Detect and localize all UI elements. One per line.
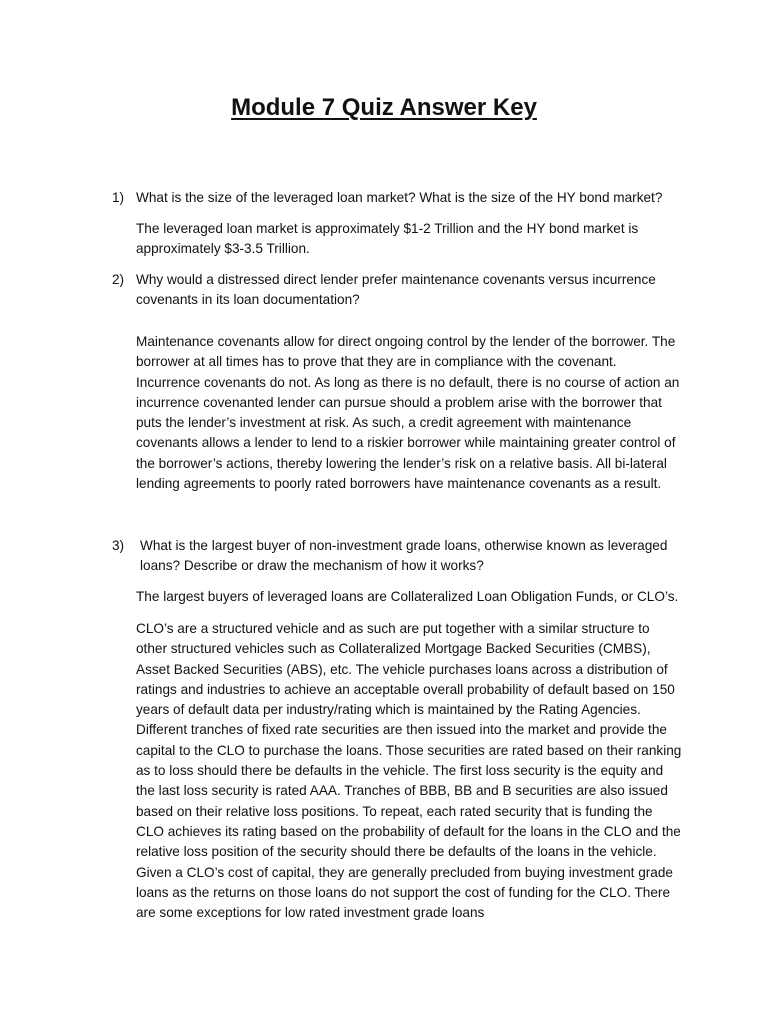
question-1	[112, 188, 682, 208]
question-text: Why would a distressed direct lender prefer maintenance covenants versus incurrence covenants in its loan documentation?	[136, 272, 656, 308]
question-number: 3)	[112, 538, 125, 553]
document-title: Module 7 Quiz Answer Key	[231, 94, 537, 121]
answer-1-paragraph-1: The leveraged loan market is approximately $1-2 Trillion and the HY bond market is approximately $3-3.5 Trillion.	[136, 221, 639, 257]
question-3	[112, 536, 682, 577]
question-number: 2)	[112, 272, 125, 287]
answer-3-paragraph-1: The largest buyers of leveraged loans are Collateralized Loan Obligation Funds, or CLO’s.	[136, 589, 679, 604]
question-text: What is the largest buyer of non-investment grade loans, otherwise known as leveraged loans? Describe or draw the mechanism of how it works?	[140, 538, 668, 574]
question-number: 1)	[112, 190, 125, 205]
question-text: What is the size of the leveraged loan market? What is the size of the HY bond market?	[136, 190, 663, 205]
question-2	[112, 270, 682, 311]
answer-2-paragraph-1: Maintenance covenants allow for direct ongoing control by the lender of the borrower. The borrower at all times has to prove that they are in compliance with the covenant. Incurrence covenants do not. As long as there is no default, there is no course of action an incurrence covenanted lender can pursue should a problem arise with the borrower that puts the lender’s investment at risk. As such, a credit agreement with maintenance covenants allows a lender to lend to a riskier borrower while maintaining greater control of the borrower’s actions, thereby lowering the lender’s risk on a relative basis. All bi-lateral lending agreements to poorly rated borrowers have maintenance covenants as a result.	[136, 334, 680, 492]
answer-3-paragraph-2: CLO’s are a structured vehicle and as such are put together with a similar structure to other structured vehicles such as Collateralized Mortgage Backed Securities (CMBS), Asset Backed Securities (ABS), etc. The vehicle purchases loans across a distribution of ratings and industries to achieve an acceptable overall probability of default based on 150 years of default data per industry/rating which is maintained by the Rating Agencies. Different tranches of fixed rate securities are then issued into the market and provide the capital to the CLO to purchase the loans. Those securities are rated based on their ranking as to loss should there be defaults in the vehicle. The first loss security is the equity and the last loss security is rated AAA. Tranches of BBB, BB and B securities are also issued based on their relative loss positions. To repeat, each rated security that is funding the CLO achieves its rating based on the probability of default for the loans in the CLO and the relative loss position of the security should there be defaults of the loans in the vehicle. Given a CLO’s cost of capital, they are generally precluded from buying investment grade loans as the returns on those loans do not support the cost of funding for the CLO. There are some exceptions for low rated investment grade loans	[136, 621, 682, 921]
